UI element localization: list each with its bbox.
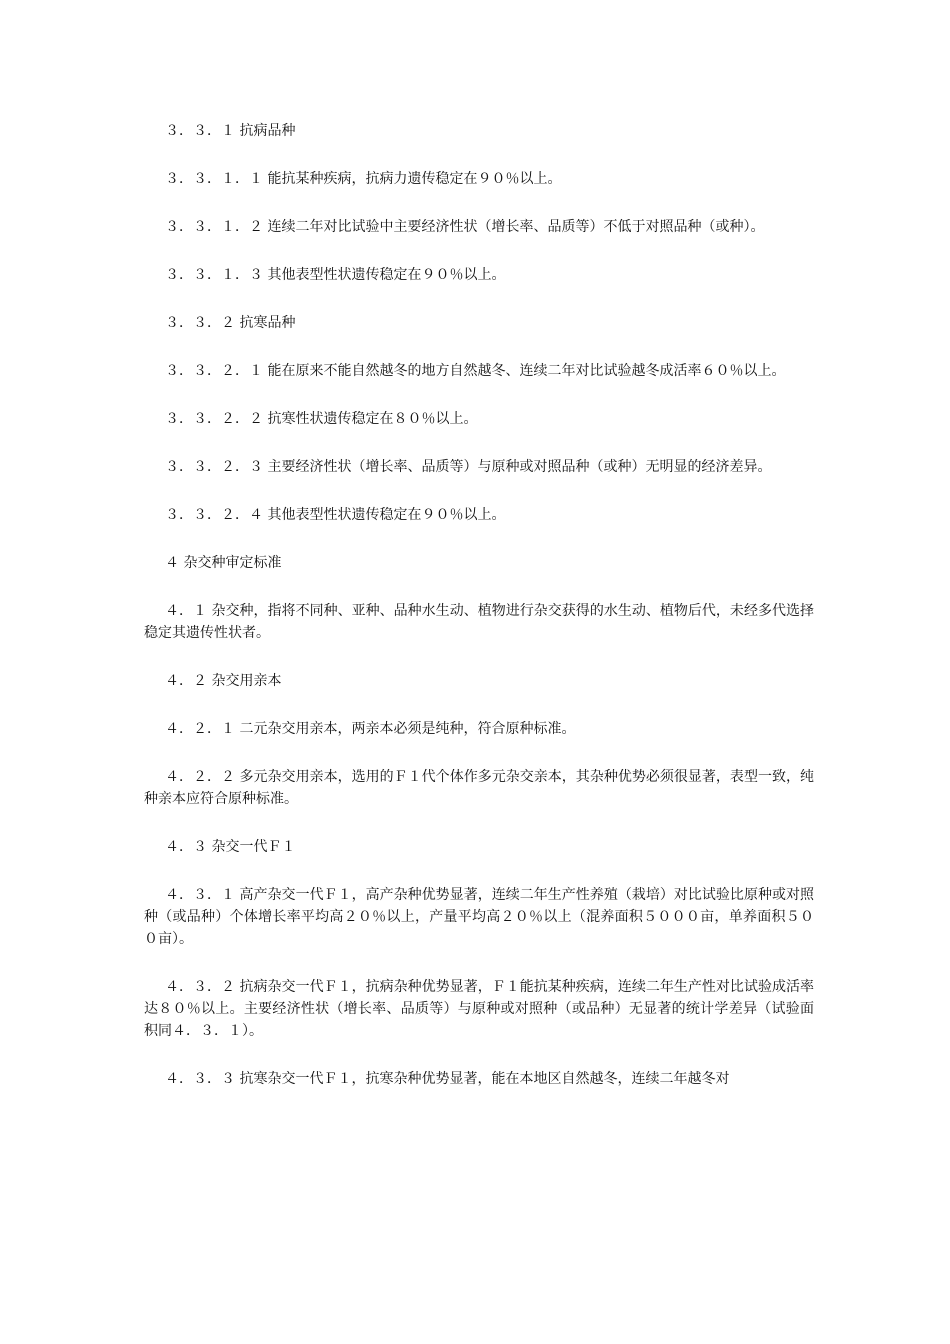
paragraph: ４．３ 杂交一代Ｆ１	[165, 839, 296, 855]
paragraph: ４．３．２ 抗病杂交一代Ｆ１，抗病杂种优势显著，Ｆ１能抗某种疾病，连续二年生产性对比试验成活率达８０％以上。主要经济性状（增长率、品质等）与原种或对照种（或品种）无显著的统计学差异（试验面积同４．３．１）。	[144, 979, 814, 1039]
paragraph: ４．３．１ 高产杂交一代Ｆ１，高产杂种优势显著，连续二年生产性养殖（栽培）对比试验比原种或对照种（或品种）个体增长率平均高２０％以上，产量平均高２０％以上（混养面积５０００亩，单养面积５００亩）。	[144, 887, 814, 947]
paragraph: ３．３．１．２ 连续二年对比试验中主要经济性状（增长率、品质等）不低于对照品种（或种）。	[165, 219, 765, 235]
paragraph: ４．３．３ 抗寒杂交一代Ｆ１，抗寒杂种优势显著，能在本地区自然越冬，连续二年越冬对	[165, 1071, 730, 1087]
paragraph: ４．２．２ 多元杂交用亲本，选用的Ｆ１代个体作多元杂交亲本，其杂种优势必须很显著，表型一致，纯种亲本应符合原种标准。	[144, 769, 814, 807]
section-heading: ４ 杂交种审定标准	[165, 555, 282, 571]
document-body	[144, 120, 814, 1116]
paragraph: ３．３．２．４ 其他表型性状遗传稳定在９０％以上。	[165, 507, 506, 523]
paragraph: ４．２．１ 二元杂交用亲本，两亲本必须是纯种，符合原种标准。	[165, 721, 576, 737]
paragraph: ４．２ 杂交用亲本	[165, 673, 282, 689]
paragraph: ３．３．２ 抗寒品种	[165, 315, 296, 331]
paragraph: ３．３．２．２ 抗寒性状遗传稳定在８０％以上。	[165, 411, 478, 427]
paragraph: ３．３．１．３ 其他表型性状遗传稳定在９０％以上。	[165, 267, 506, 283]
paragraph: ３．３．２．１ 能在原来不能自然越冬的地方自然越冬、连续二年对比试验越冬成活率６０％以上。	[165, 363, 786, 379]
paragraph: ４．１ 杂交种，指将不同种、亚种、品种水生动、植物进行杂交获得的水生动、植物后代，未经多代选择稳定其遗传性状者。	[144, 603, 814, 641]
paragraph: ３．３．２．３ 主要经济性状（增长率、品质等）与原种或对照品种（或种）无明显的经济差异。	[165, 459, 772, 475]
paragraph: ３．３．１．１ 能抗某种疾病，抗病力遗传稳定在９０％以上。	[165, 171, 562, 187]
paragraph: ３．３．１ 抗病品种	[165, 123, 296, 139]
